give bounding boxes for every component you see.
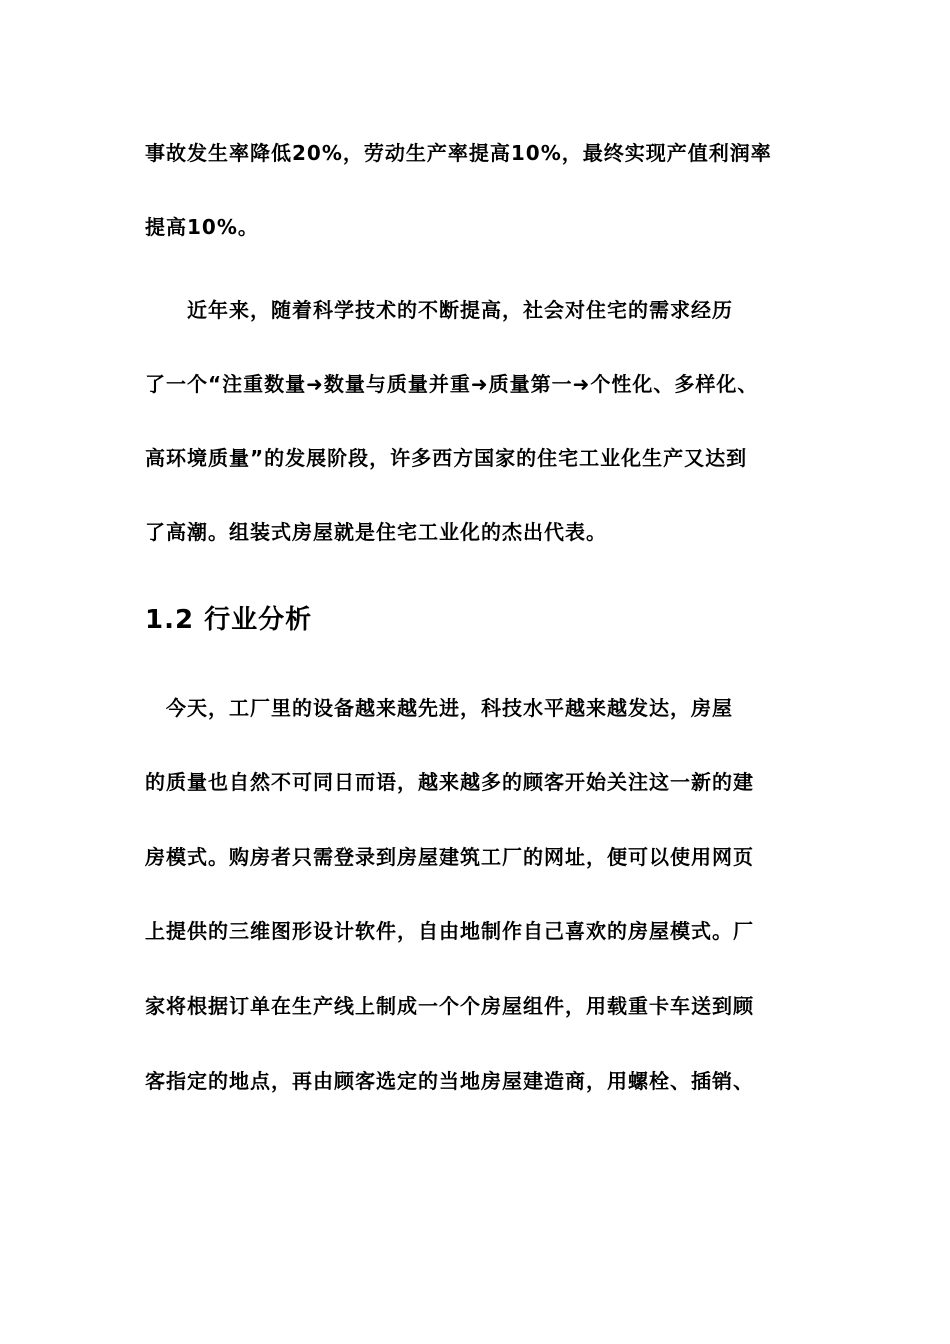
paragraph-3-line-2: 的质量也自然不可同日而语，越来越多的顾客开始关注这一新的建 (145, 770, 754, 794)
paragraph-2-line-4: 了高潮。组装式房屋就是住宅工业化的杰出代表。 (145, 520, 607, 544)
paragraph-1-line-2: 提高10%。 (145, 215, 259, 239)
section-heading: 1.2 行业分析 (145, 605, 313, 635)
paragraph-2-line-3: 高环境质量”的发展阶段，许多西方国家的住宅工业化生产又达到 (145, 446, 748, 470)
paragraph-3-line-6: 客指定的地点，再由顾客选定的当地房屋建造商，用螺栓、插销、 (145, 1069, 754, 1093)
paragraph-2-line-1: 近年来，随着科学技术的不断提高，社会对住宅的需求经历 (145, 298, 733, 322)
paragraph-3-line-5: 家将根据订单在生产线上制成一个个房屋组件，用载重卡车送到顾 (145, 994, 754, 1018)
paragraph-1-line-1: 事故发生率降低20%，劳动生产率提高10%，最终实现产值利润率 (145, 141, 772, 165)
paragraph-3-line-3: 房模式。购房者只需登录到房屋建筑工厂的网址，便可以使用网页 (145, 845, 754, 869)
paragraph-2-line-2: 了一个“注重数量➜数量与质量并重➜质量第一➜个性化、多样化、 (145, 372, 759, 396)
paragraph-3-line-4: 上提供的三维图形设计软件，自由地制作自己喜欢的房屋模式。厂 (145, 919, 754, 943)
paragraph-3-line-1: 今天，工厂里的设备越来越先进，科技水平越来越发达，房屋 (145, 696, 733, 720)
